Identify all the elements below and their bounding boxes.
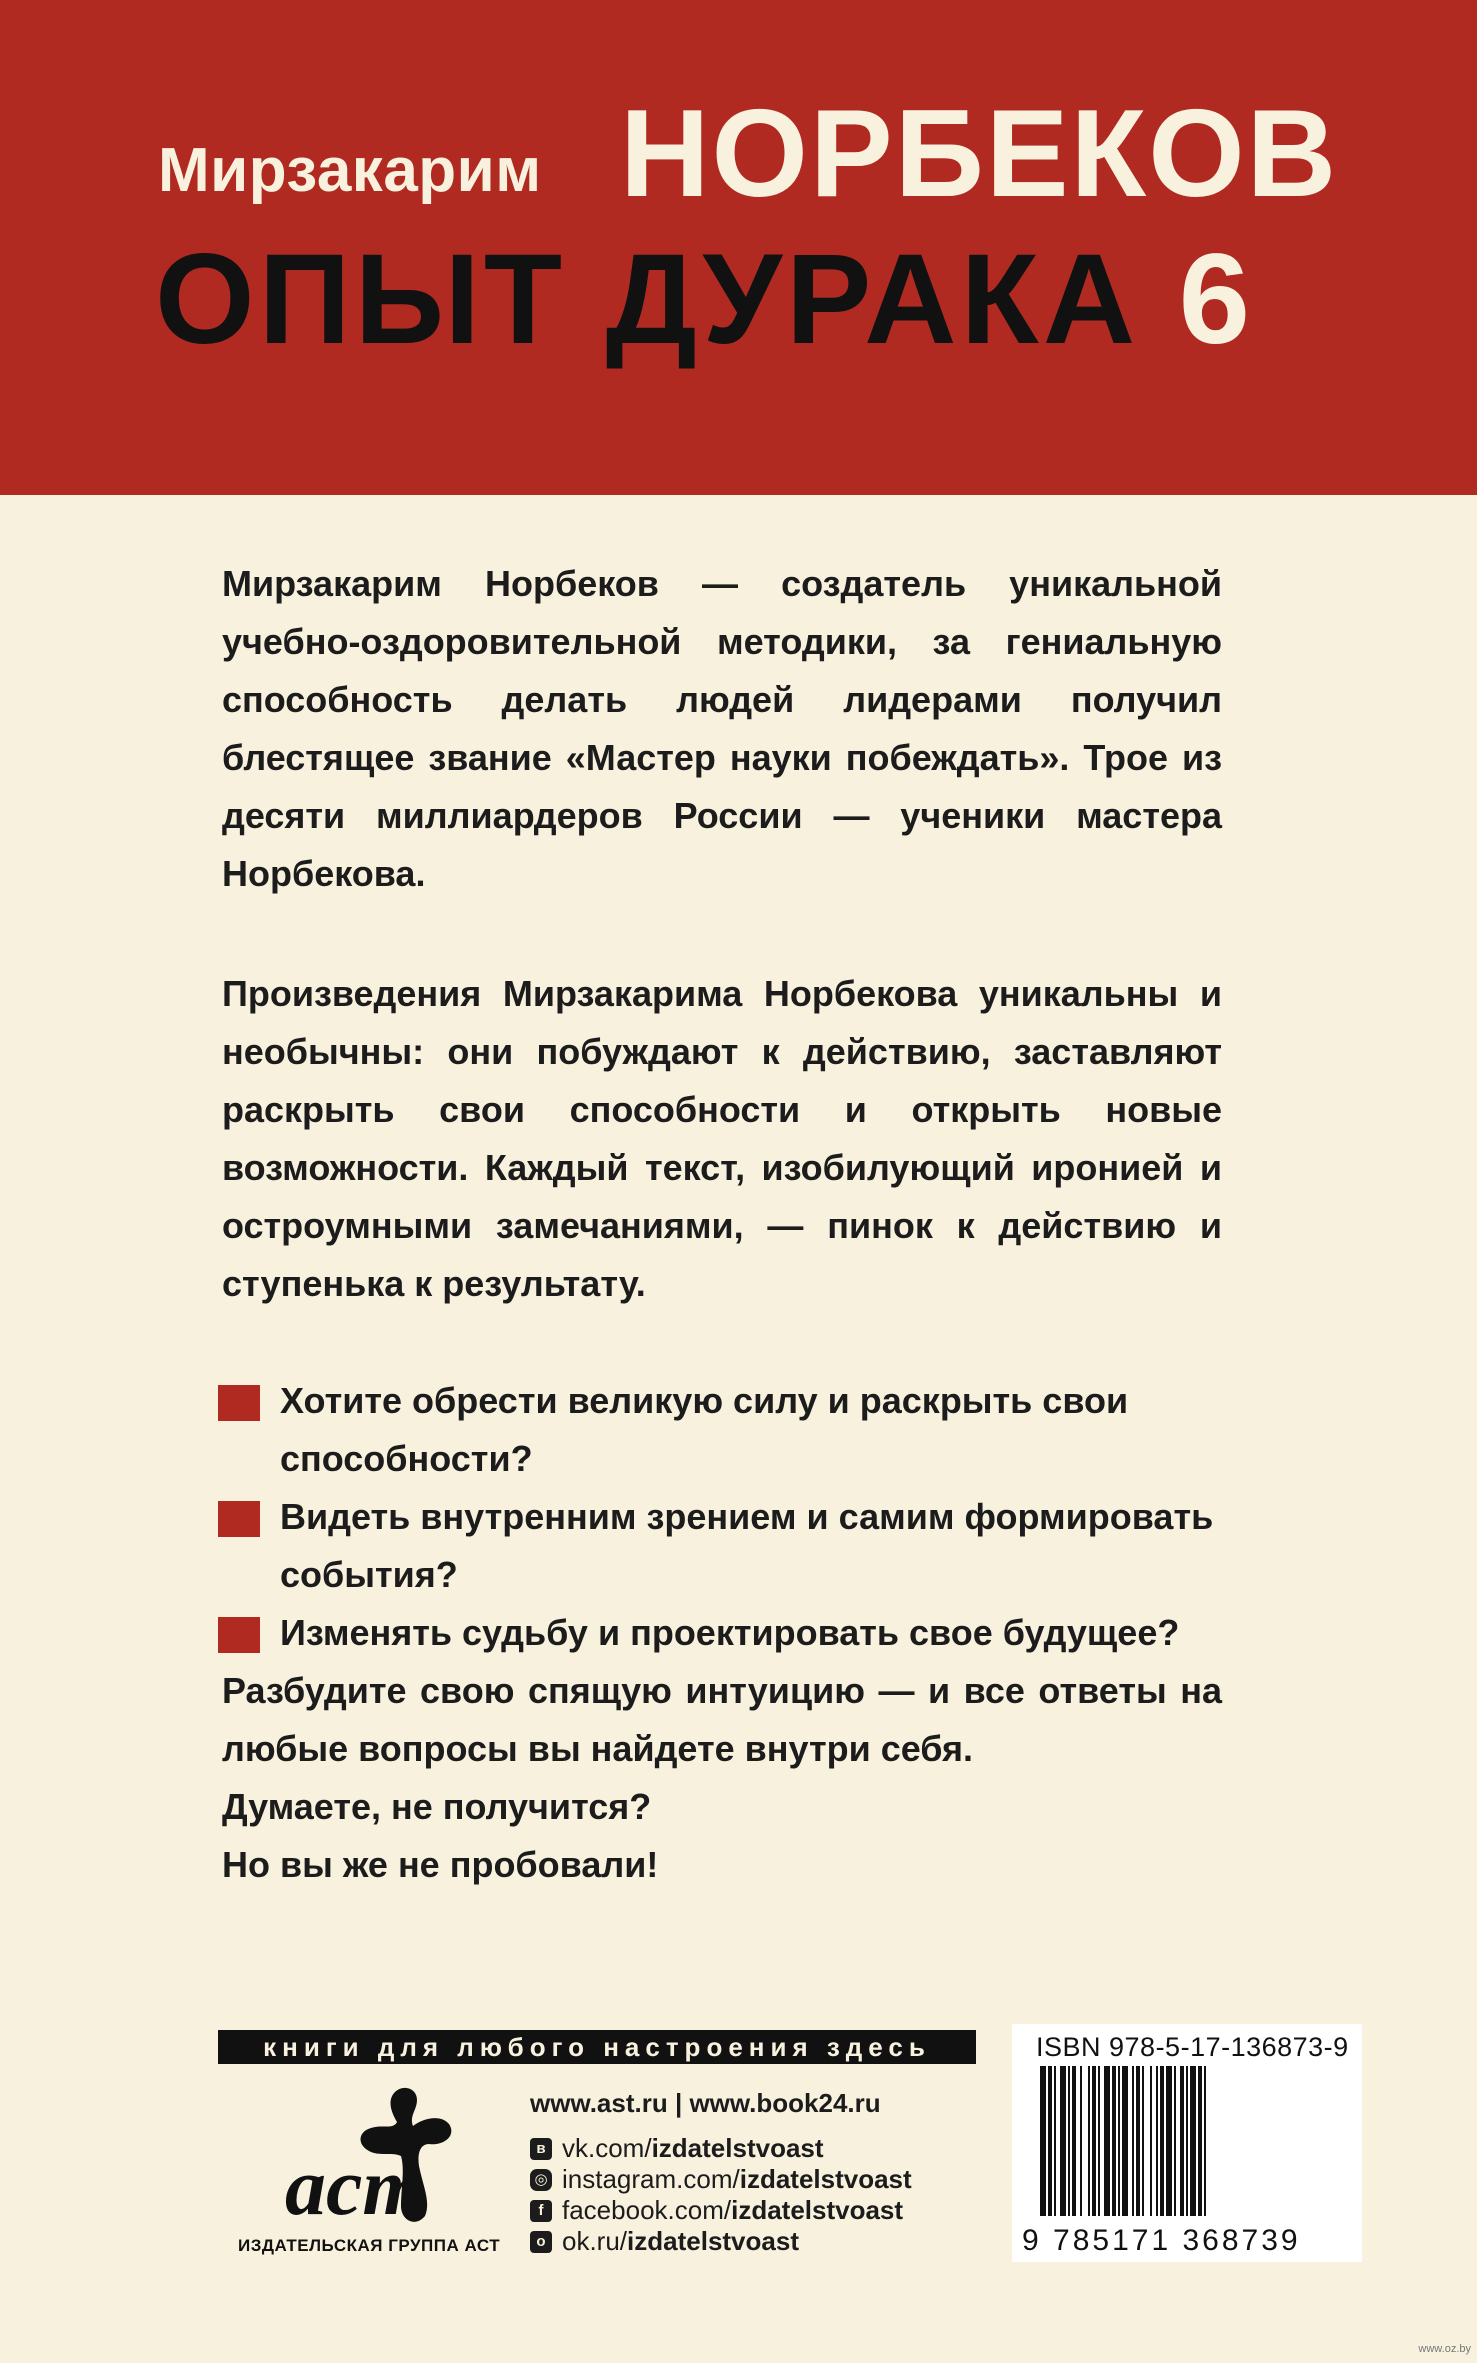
bullet-text: Хотите обрести великую силу и раскрыть свои способности?	[280, 1380, 1129, 1479]
closing-text	[222, 1662, 1222, 1894]
closing-line: Но вы же не пробовали!	[222, 1844, 659, 1885]
barcode-bar	[1098, 2066, 1100, 2216]
social-handle: izdatelstvoast	[651, 2133, 824, 2163]
isbn-number: ISBN 978-5-17-136873-9	[1036, 2032, 1349, 2062]
bullet-item	[218, 1604, 1228, 1662]
barcode-bar	[1092, 2066, 1096, 2216]
barcode-bar	[1166, 2066, 1172, 2216]
barcode-bar	[1186, 2066, 1188, 2216]
book-title	[155, 228, 1254, 371]
barcode-bar	[1160, 2066, 1164, 2216]
barcode-bar	[1048, 2066, 1052, 2216]
barcode-bar	[1054, 2066, 1056, 2216]
barcode-icon	[1022, 2066, 1352, 2256]
square-bullet-icon	[218, 1385, 260, 1421]
bullet-list	[218, 1372, 1228, 1662]
logo-lettering: аст	[285, 2141, 427, 2232]
barcode-bar	[1136, 2066, 1140, 2216]
barcode-bar	[1204, 2066, 1206, 2216]
book-title-text: ОПЫТ ДУРАКА	[155, 228, 1140, 371]
barcode-bar	[1080, 2066, 1082, 2216]
author-last-name: НОРБЕКОВ	[620, 85, 1339, 223]
social-link-facebook[interactable]	[530, 2195, 912, 2226]
barcode-block	[1012, 2024, 1362, 2262]
social-prefix: ok.ru/	[562, 2226, 628, 2256]
book-title-number: 6	[1178, 228, 1254, 371]
social-prefix: instagram.com/	[562, 2164, 740, 2194]
publisher-tagline: книги для любого настроения здесь	[218, 2030, 976, 2064]
description-paragraph: Мирзакарим Норбеков — создатель уникальной учебно-оздоровительной методики, за гениальную способность делать людей лидерами получил блестящее звание «Мастер науки побеждать». Трое из десяти миллиардеров России — ученики мастера Норбекова.	[222, 563, 1222, 894]
barcode-bar	[1156, 2066, 1158, 2216]
barcode-bar	[1132, 2066, 1134, 2216]
author-first-name: Мирзакарим	[158, 136, 542, 205]
publisher-links	[530, 2088, 912, 2257]
closing-line: Думаете, не получится?	[222, 1786, 652, 1827]
social-link-vk[interactable]	[530, 2133, 912, 2164]
barcode-bar	[1104, 2066, 1110, 2216]
square-bullet-icon	[218, 1501, 260, 1537]
description-paragraph: Произведения Мирзакарима Норбекова уникальны и необычны: они побуждают к действию, заставляют раскрыть свои способности и открыть новые возможности. Каждый текст, изобилующий иронией и остроумными замечаниями, — пинок к действию и ступенька к результату.	[222, 973, 1222, 1304]
bullet-item	[218, 1488, 1228, 1604]
instagram-icon: ◎	[530, 2169, 552, 2191]
barcode-bar	[1118, 2066, 1120, 2216]
social-handle: izdatelstvoast	[627, 2226, 799, 2256]
barcode-digits: 9 785171 368739	[1022, 2224, 1301, 2256]
publisher-websites[interactable]: www.ast.ru | www.book24.ru	[530, 2088, 881, 2118]
facebook-icon: f	[530, 2200, 552, 2222]
social-link-instagram[interactable]	[530, 2164, 912, 2195]
publisher-name: ИЗДАТЕЛЬСКАЯ ГРУППА АСТ	[238, 2236, 501, 2255]
odnoklassniki-icon: о	[530, 2231, 552, 2253]
square-bullet-icon	[218, 1617, 260, 1653]
barcode-bar	[1068, 2066, 1070, 2216]
social-prefix: facebook.com/	[562, 2195, 732, 2225]
barcode-bar	[1190, 2066, 1196, 2216]
watermark: www.oz.by	[1418, 2343, 1471, 2355]
bullet-item	[218, 1372, 1228, 1488]
barcode-bar	[1150, 2066, 1152, 2216]
ast-logo-icon	[245, 2082, 485, 2232]
vk-icon: в	[530, 2138, 552, 2160]
bullet-text: Видеть внутренним зрением и самим формировать события?	[280, 1496, 1214, 1595]
barcode-bar	[1174, 2066, 1176, 2216]
social-prefix: vk.com/	[562, 2133, 652, 2163]
barcode-bar	[1122, 2066, 1128, 2216]
social-handle: izdatelstvoast	[731, 2195, 904, 2225]
social-handle: izdatelstvoast	[739, 2164, 912, 2194]
closing-line: Разбудите свою спящую интуицию — и все ответы на любые вопросы вы найдете внутри себя.	[222, 1670, 1222, 1769]
barcode-bar	[1180, 2066, 1184, 2216]
barcode-bar	[1112, 2066, 1116, 2216]
barcode-bar	[1142, 2066, 1144, 2216]
barcode-bar	[1040, 2066, 1046, 2216]
barcode-bar	[1198, 2066, 1202, 2216]
barcode-bar	[1072, 2066, 1076, 2216]
cover-header	[0, 0, 1477, 495]
bullet-text: Изменять судьбу и проектировать свое будущее?	[280, 1612, 1180, 1653]
barcode-bar	[1088, 2066, 1090, 2216]
barcode-bar	[1060, 2066, 1066, 2216]
social-link-odnoklassniki[interactable]	[530, 2226, 912, 2257]
